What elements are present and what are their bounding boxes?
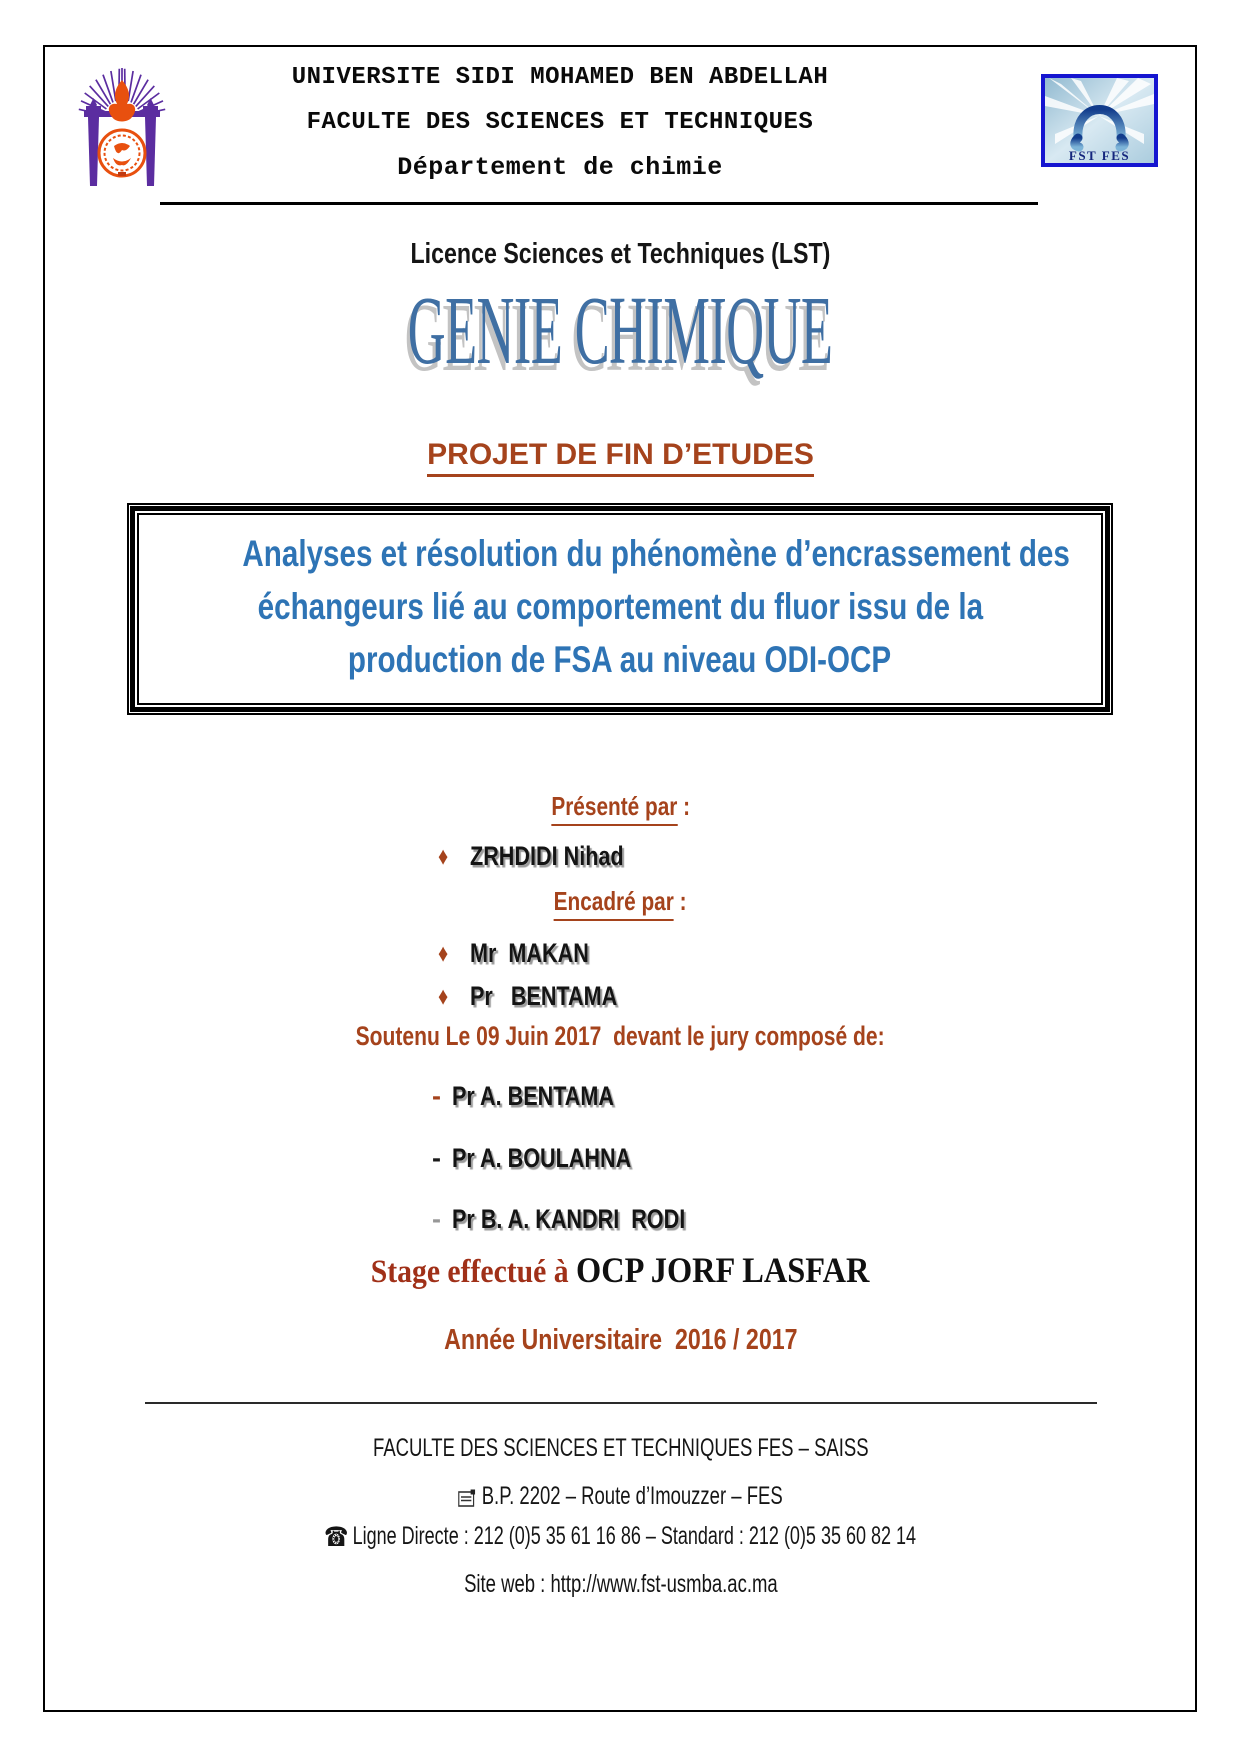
internship-line	[0, 1249, 1241, 1291]
diamond-bullet-icon: ♦	[438, 940, 449, 968]
emblem-ornament	[99, 80, 145, 176]
supervisor-bullet-row	[438, 938, 618, 969]
presented-by-label: Présenté par	[551, 791, 677, 826]
usmba-emblem-logo	[78, 60, 166, 194]
defense-line	[0, 1021, 1241, 1052]
fst-logo-caption: FST FES	[1068, 148, 1131, 163]
report-title-line3: production de FSA au niveau ODI-OCP	[348, 639, 892, 680]
degree-line-text: Licence Sciences et Techniques (LST)	[410, 238, 831, 270]
footer-phones-text: Ligne Directe : 212 (0)5 35 61 16 86 – Standard : 212 (0)5 35 60 82 14	[353, 1522, 917, 1550]
jury-dash: -	[432, 1204, 441, 1234]
jury-member-name: Pr B. A. KANDRI RODI	[452, 1204, 686, 1234]
report-title-box-mid-border	[130, 506, 1110, 712]
phone-icon: ☎	[324, 1522, 349, 1553]
diamond-bullet-icon: ♦	[438, 843, 449, 871]
student-name: ZRHDIDI Nihad	[469, 841, 624, 871]
academic-year-text: Année Universitaire 2016 / 2017	[443, 1324, 798, 1356]
jury-dash: -	[432, 1143, 441, 1173]
internship-prefix: Stage effectué à	[371, 1254, 577, 1290]
diamond-bullet-icon: ♦	[438, 983, 449, 1011]
supervised-by-heading	[0, 886, 1241, 917]
report-title-line1: Analyses et résolution du phénomène d’encrassement des	[242, 533, 1070, 574]
supervisor-name: Mr MAKAN	[469, 938, 589, 968]
supervised-by-label: Encadré par	[554, 886, 674, 921]
major-title	[0, 277, 1241, 384]
university-header	[220, 66, 900, 201]
academic-year-line	[0, 1324, 1241, 1357]
report-kind-heading	[0, 438, 1241, 472]
jury-member-row	[432, 1204, 744, 1235]
degree-line	[0, 238, 1241, 271]
header-divider-line	[160, 202, 1038, 205]
footer-divider-line	[145, 1402, 1097, 1404]
report-title-box-inner	[137, 513, 1103, 705]
jury-member-row	[432, 1143, 676, 1174]
fst-fes-logo	[1041, 74, 1158, 167]
jury-member-name: Pr A. BOULAHNA	[452, 1143, 632, 1173]
footer-faculty-line	[0, 1434, 1241, 1463]
presented-by-colon: :	[677, 791, 690, 821]
report-title-line2: échangeurs lié au comportement du fluor issu de la	[257, 586, 983, 627]
footer-address-line	[0, 1482, 1241, 1511]
report-kind-text: PROJET DE FIN D’ETUDES	[427, 438, 814, 477]
supervised-by-colon: :	[674, 886, 687, 916]
footer-website-line	[0, 1570, 1241, 1599]
jury-member-name: Pr A. BENTAMA	[452, 1081, 614, 1111]
faculty-name: FACULTE DES SCIENCES ET TECHNIQUES	[306, 109, 814, 136]
defense-line-text: Soutenu Le 09 Juin 2017 devant le jury composé de:	[355, 1021, 886, 1051]
footer-website-text: Site web : http://www.fst-usmba.ac.ma	[463, 1570, 778, 1598]
jury-member-row	[432, 1081, 655, 1112]
internship-company: OCP JORF LASFAR	[576, 1250, 870, 1290]
jury-dash: -	[432, 1081, 441, 1111]
presented-by-heading	[0, 791, 1241, 822]
major-title-text: GENIE CHIMIQUE	[408, 277, 833, 384]
department-name: Département de chimie	[397, 153, 723, 182]
footer-address-text: B.P. 2202 – Route d’Imouzzer – FES	[481, 1482, 783, 1510]
supervisor-name: Pr BENTAMA	[469, 981, 617, 1011]
footer-faculty-text: FACULTE DES SCIENCES ET TECHNIQUES FES – SAISS	[372, 1434, 869, 1462]
report-title-box	[127, 503, 1113, 715]
mail-card-icon	[458, 1489, 476, 1507]
footer-phones-line	[0, 1522, 1241, 1553]
supervisor-bullet-row	[438, 981, 654, 1012]
university-name: UNIVERSITE SIDI MOHAMED BEN ABDELLAH	[291, 64, 829, 91]
student-bullet-row	[438, 841, 662, 872]
